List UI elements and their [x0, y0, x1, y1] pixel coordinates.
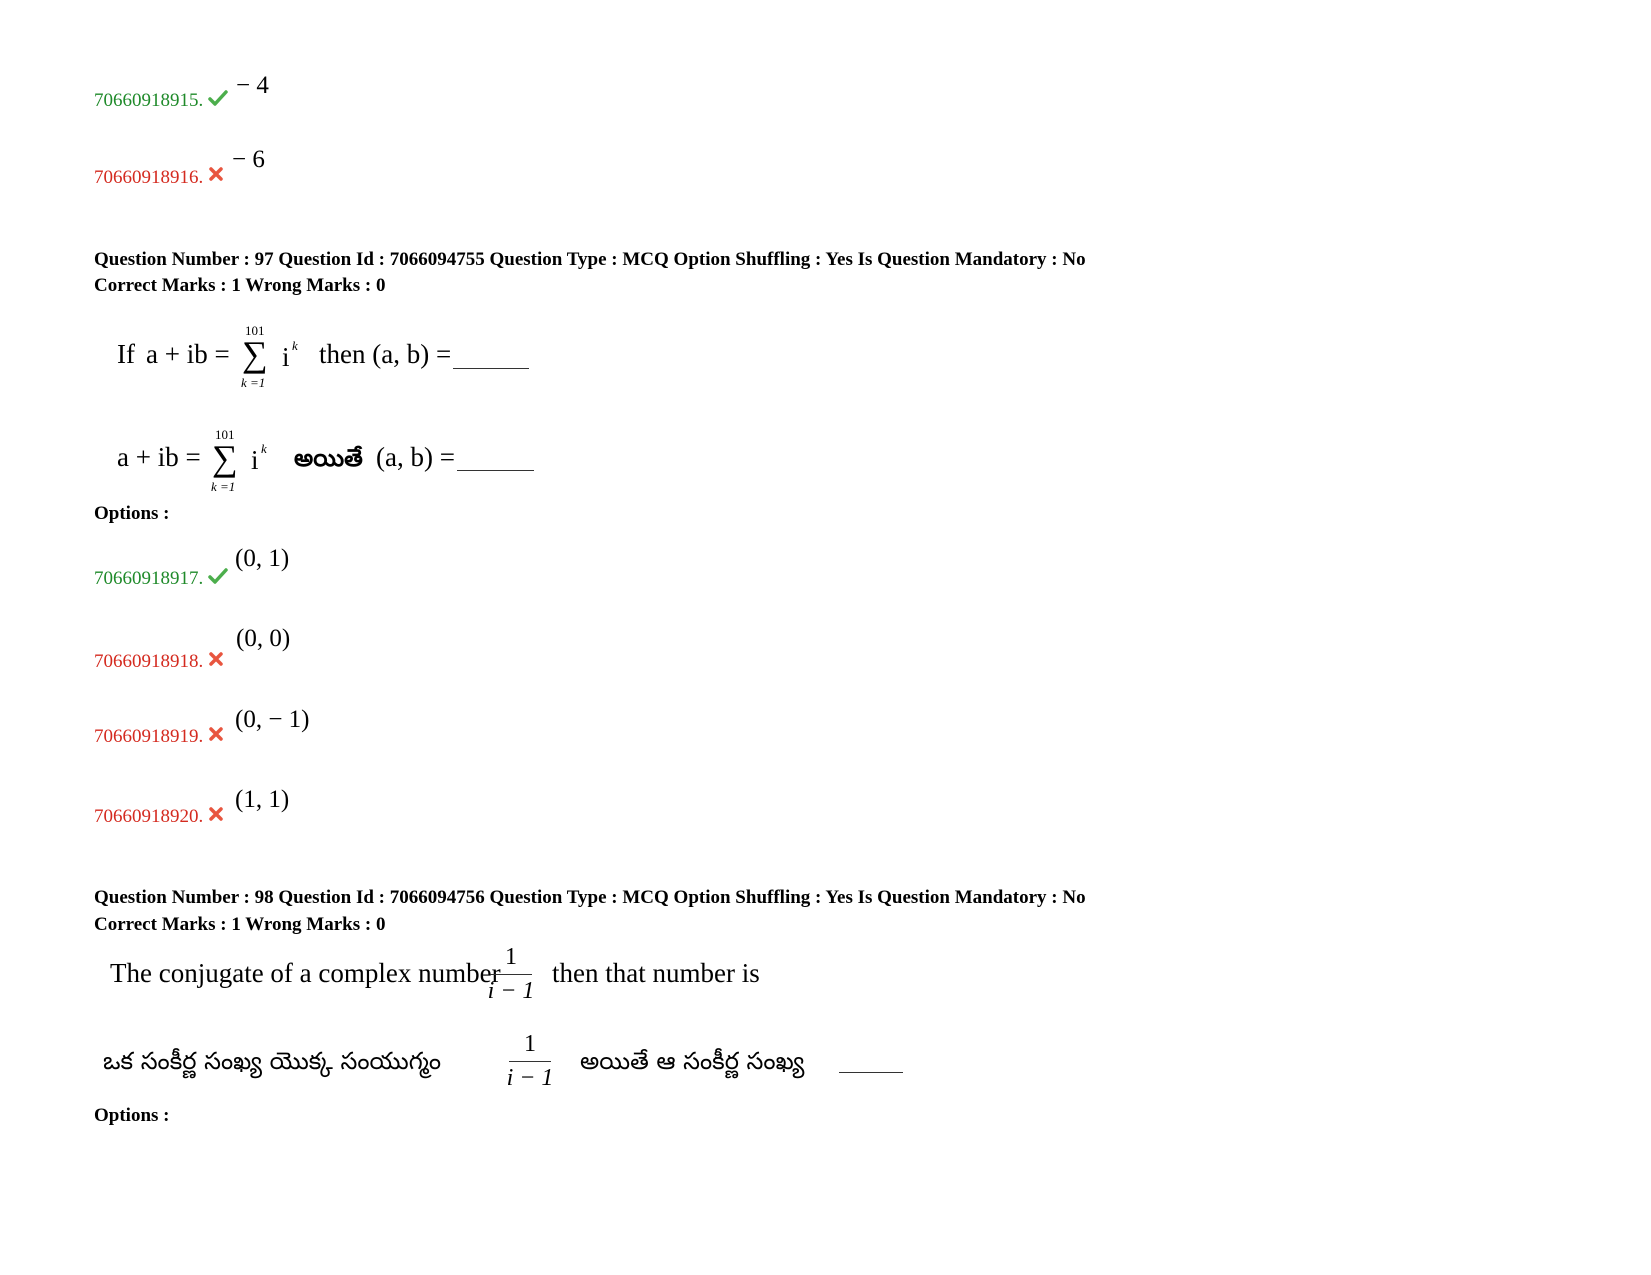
option-id: 70660918916. — [94, 167, 204, 188]
check-icon — [208, 567, 228, 585]
sum-upper-limit: 101 — [215, 427, 235, 442]
option-id: 70660918915. — [94, 90, 204, 111]
option-id: 70660918920. — [94, 806, 204, 827]
check-icon — [208, 89, 228, 107]
math-text: The conjugate of a complex number — [110, 958, 501, 988]
sum-lower-limit: k =1 — [241, 375, 266, 390]
option-id: 70660918918. — [94, 651, 204, 672]
math-text: (a, b) = — [376, 442, 455, 472]
cross-icon — [208, 806, 224, 822]
options-label: Options : — [94, 503, 170, 524]
sum-upper-limit: 101 — [245, 323, 265, 338]
fraction-numerator: 1 — [505, 944, 517, 970]
math-text: a + ib = — [117, 442, 201, 472]
math-text: a + ib = — [146, 339, 230, 369]
marks-line: Correct Marks : 1 Wrong Marks : 0 — [94, 914, 386, 935]
option-value: (1, 1) — [235, 786, 290, 813]
answer-blank — [839, 1072, 903, 1073]
telugu-text: అయితే — [294, 444, 363, 472]
telugu-text: అయితే ఆ సంకీర్ణ సంఖ్య — [580, 1047, 805, 1075]
fraction-denominator: i − 1 — [506, 1065, 554, 1091]
option-value: (0, 0) — [236, 625, 291, 652]
option-value: (0, 1) — [235, 545, 290, 572]
exponent: k — [292, 338, 298, 353]
cross-icon — [208, 651, 224, 667]
option-value: (0, − 1) — [235, 706, 310, 733]
fraction-bar — [490, 974, 532, 975]
option-value: − 6 — [232, 146, 265, 173]
answer-blank — [457, 470, 534, 471]
math-text: If — [117, 339, 135, 369]
cross-icon — [208, 166, 224, 182]
sigma-symbol: ∑ — [212, 438, 238, 478]
cross-icon — [208, 726, 224, 742]
math-text: then that number is — [552, 958, 760, 988]
exponent: k — [261, 441, 267, 456]
fraction-numerator: 1 — [524, 1031, 536, 1057]
math-text: i — [251, 445, 259, 475]
sum-lower-limit: k =1 — [211, 479, 236, 494]
telugu-text: ఒక సంకీర్ణ సంఖ్య యొక్క సంయుగ్మం — [103, 1047, 442, 1075]
option-id: 70660918917. — [94, 568, 204, 589]
option-value: − 4 — [236, 72, 269, 99]
sigma-symbol: ∑ — [242, 334, 268, 374]
options-label: Options : — [94, 1105, 170, 1126]
marks-line: Correct Marks : 1 Wrong Marks : 0 — [94, 275, 386, 296]
math-text: then (a, b) = — [319, 339, 452, 369]
question-header: Question Number : 97 Question Id : 7066094755 Question Type : MCQ Option Shuffling : Yes Is Question Mandatory : No — [94, 249, 1086, 270]
math-text: i — [282, 342, 290, 372]
answer-blank — [453, 368, 529, 369]
option-id: 70660918919. — [94, 726, 204, 747]
fraction-denominator: i − 1 — [487, 978, 535, 1004]
question-header: Question Number : 98 Question Id : 7066094756 Question Type : MCQ Option Shuffling : Yes Is Question Mandatory : No — [94, 887, 1086, 908]
fraction-bar — [509, 1061, 551, 1062]
